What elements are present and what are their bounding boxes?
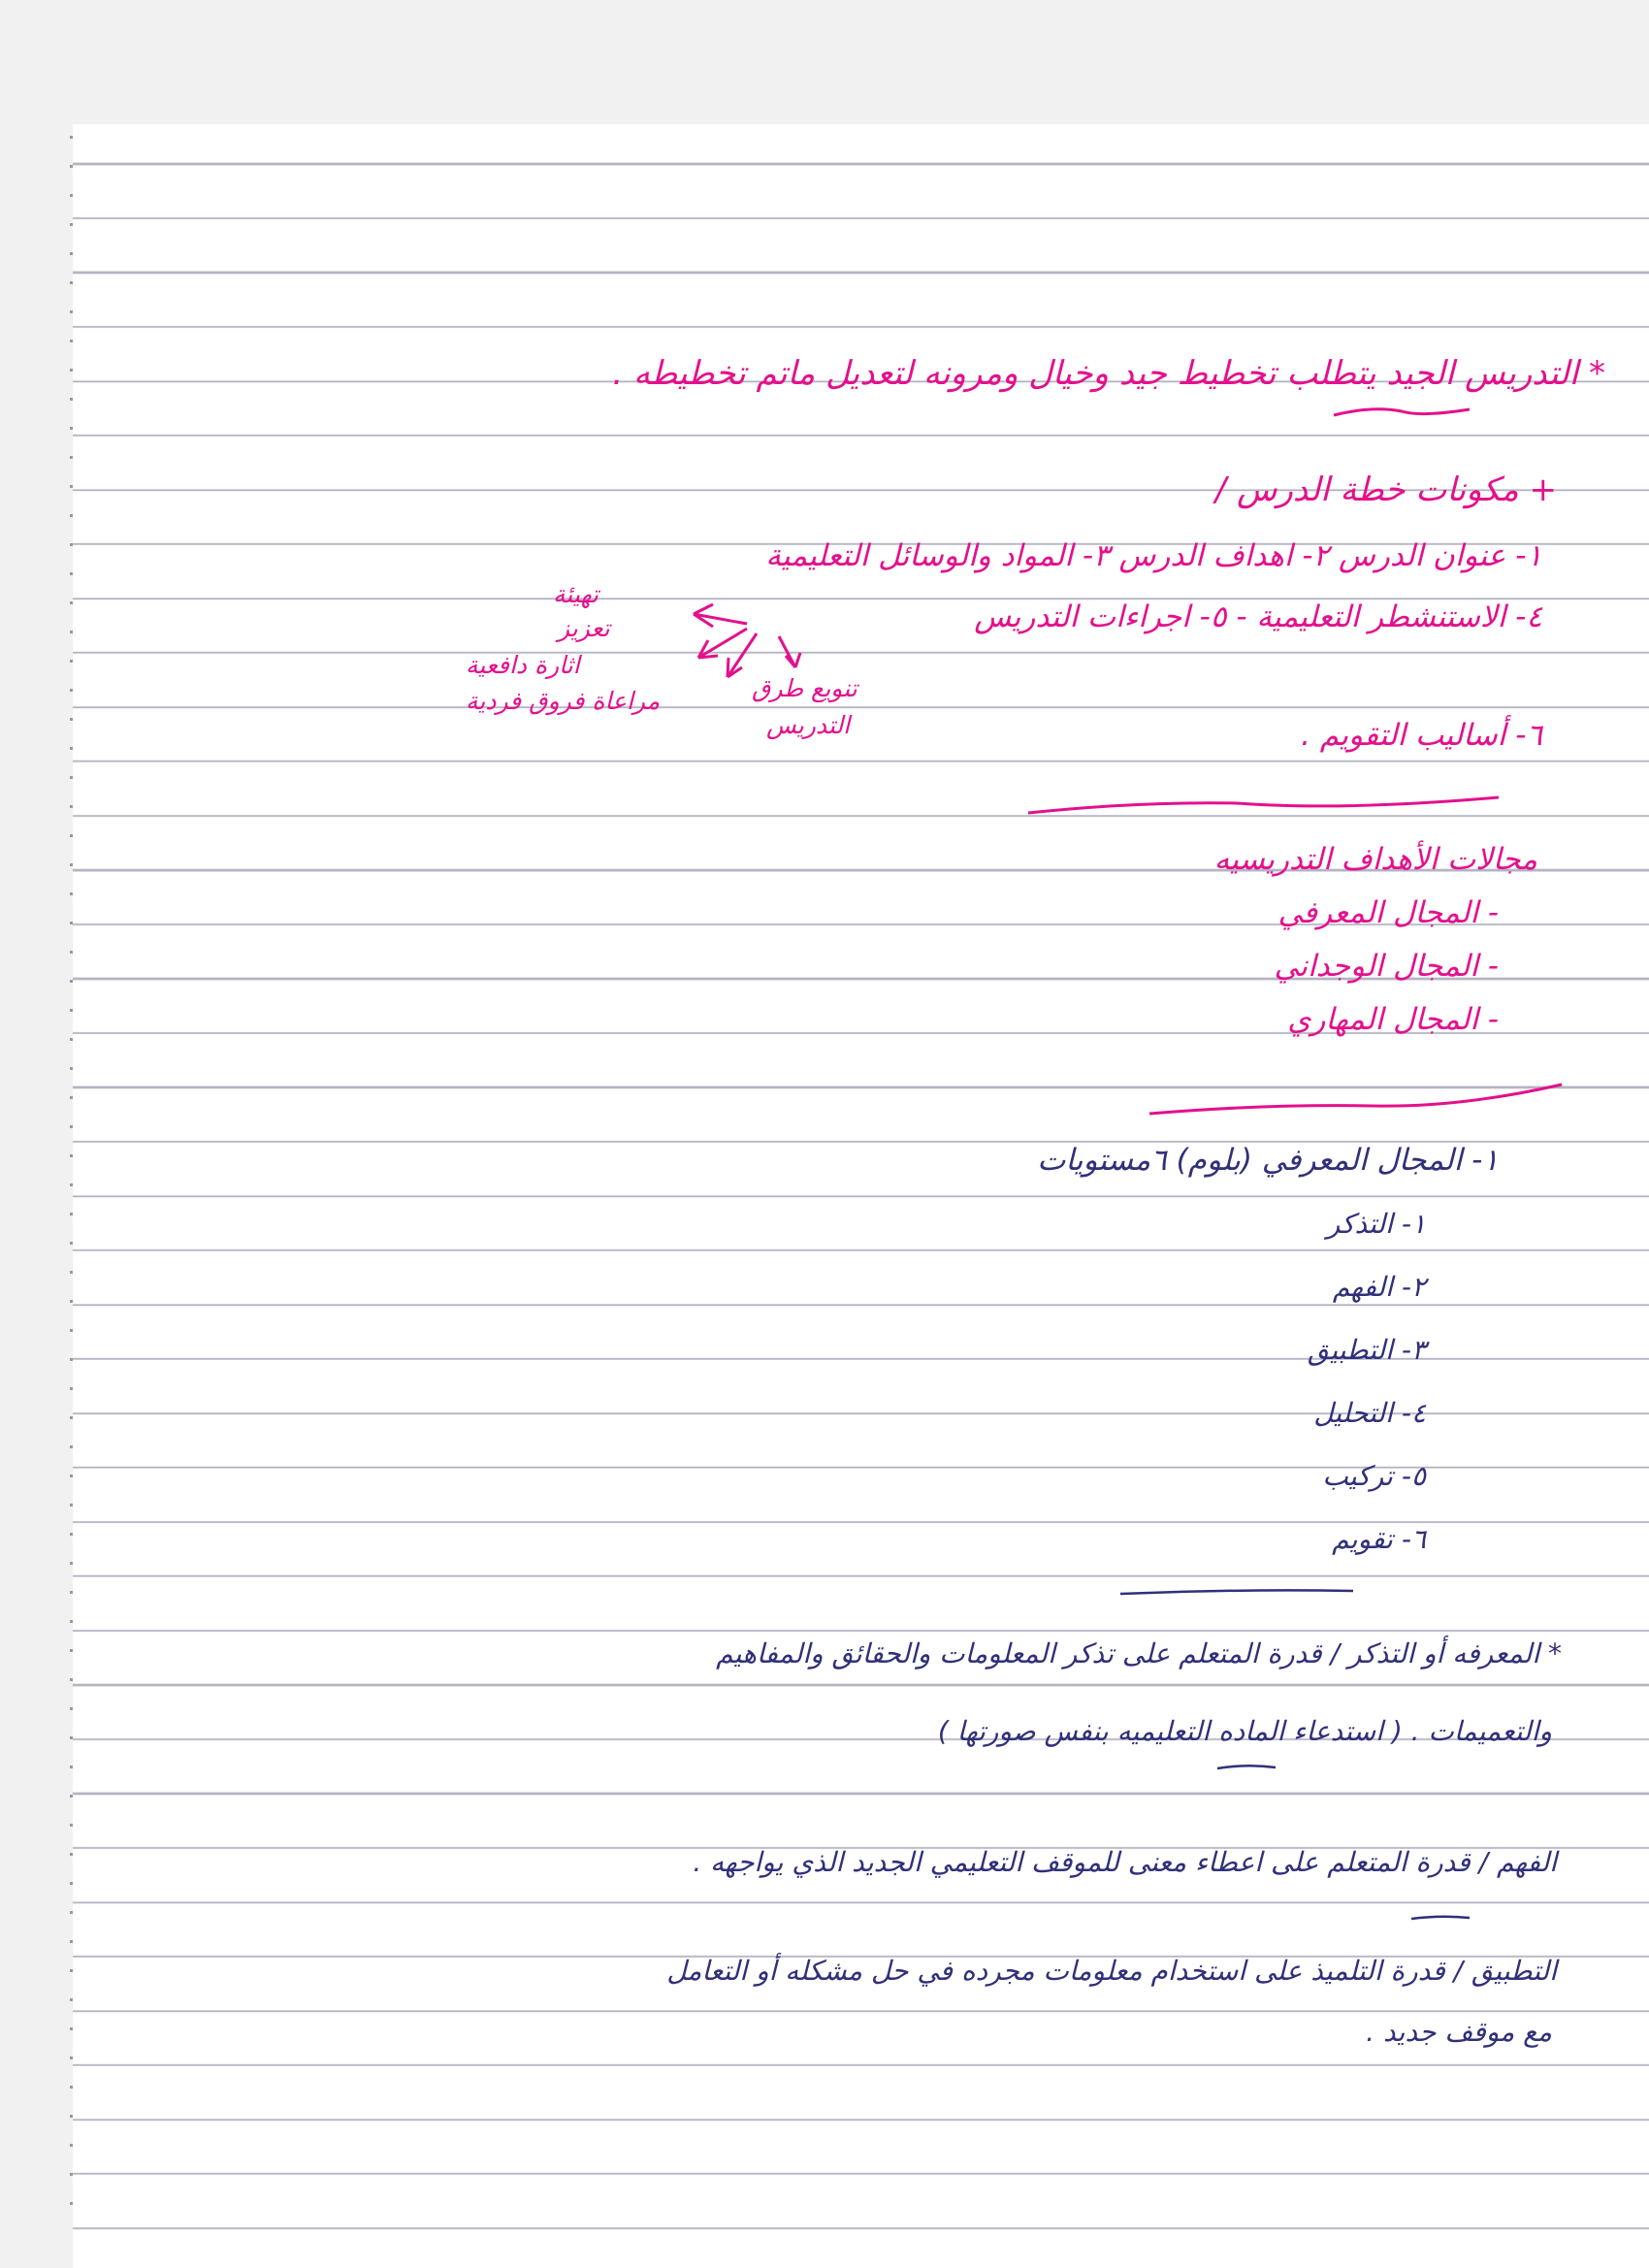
component-row-3: ٦- أساليب التقويم . xyxy=(1301,718,1542,753)
arrow-motivation xyxy=(698,629,747,658)
domain-cognitive: - المجال المعرفي xyxy=(1277,895,1499,930)
definition-recall-line-2: والتعميمات . ( استدعاء الماده التعليميه بنفس صورتها ) xyxy=(937,1715,1552,1747)
annotation-differences: مراعاة فروق فردية xyxy=(466,687,661,715)
annotation-prep: تهيئة xyxy=(553,580,598,608)
arrow-prep xyxy=(694,604,747,627)
domain-affective: - المجال الوجداني xyxy=(1274,949,1499,984)
divider-blue-2 xyxy=(1217,1766,1276,1768)
component-row-2: ٤- الاستنشطر التعليمية - ٥- اجراءات التدريس xyxy=(974,599,1542,634)
definition-apply-line-2: مع موقف جديد . xyxy=(1366,2016,1552,2048)
level-6: ٦- تقويم xyxy=(1332,1523,1426,1555)
arrow-variety xyxy=(779,636,800,667)
notebook-page xyxy=(73,124,1649,2268)
domains-title: مجالات الأهداف التدريسيه xyxy=(1213,842,1537,877)
divider-pink-2 xyxy=(1149,1085,1562,1114)
hand-drawn-marks xyxy=(73,124,1649,2268)
level-2: ٢- الفهم xyxy=(1332,1271,1426,1303)
arrow-differences xyxy=(728,633,757,677)
definition-apply-line-1: التطبيق / قدرة التلميذ على استخدام معلومات مجرده في حل مشكله أو التعامل xyxy=(666,1955,1557,1987)
level-1: ١- التذكر xyxy=(1326,1208,1426,1240)
level-3: ٣- التطبيق xyxy=(1307,1334,1426,1366)
annotation-reinforce: تعزيز xyxy=(558,614,610,642)
divider-pink-1 xyxy=(1028,797,1499,813)
definition-recall-line-1: * المعرفه أو التذكر / قدرة المتعلم على تذكر المعلومات والحقائق والمفاهيم xyxy=(716,1637,1562,1669)
level-5: ٥- تركيب xyxy=(1322,1460,1426,1492)
level-4: ٤- التحليل xyxy=(1313,1397,1426,1429)
underline-intro xyxy=(1334,409,1470,415)
definition-understand: الفهم / قدرة المتعلم على اعطاء معنى للموقف التعليمي الجديد الذي يواجهه . xyxy=(693,1846,1557,1878)
divider-blue-1 xyxy=(1120,1590,1353,1594)
domain-psychomotor: - المجال المهاري xyxy=(1287,1002,1499,1037)
components-title: + مكونات خطة الدرس / xyxy=(1214,470,1557,509)
annotation-motivation: اثارة دافعية xyxy=(466,651,580,679)
annotation-variety: تنويع طرق xyxy=(752,674,857,702)
divider-blue-3 xyxy=(1411,1917,1470,1919)
annotation-methods: التدريس xyxy=(766,711,851,739)
intro-line: * التدريس الجيد يتطلب تخطيط جيد وخيال ومرونه لتعديل ماتم تخطيطه . xyxy=(612,354,1605,393)
cognitive-title: ١- المجال المعرفي (بلوم) ٦مستويات xyxy=(1037,1143,1499,1178)
component-row-1: ١- عنوان الدرس ٢- اهداف الدرس ٣- المواد والوسائل التعليمية xyxy=(765,538,1542,573)
